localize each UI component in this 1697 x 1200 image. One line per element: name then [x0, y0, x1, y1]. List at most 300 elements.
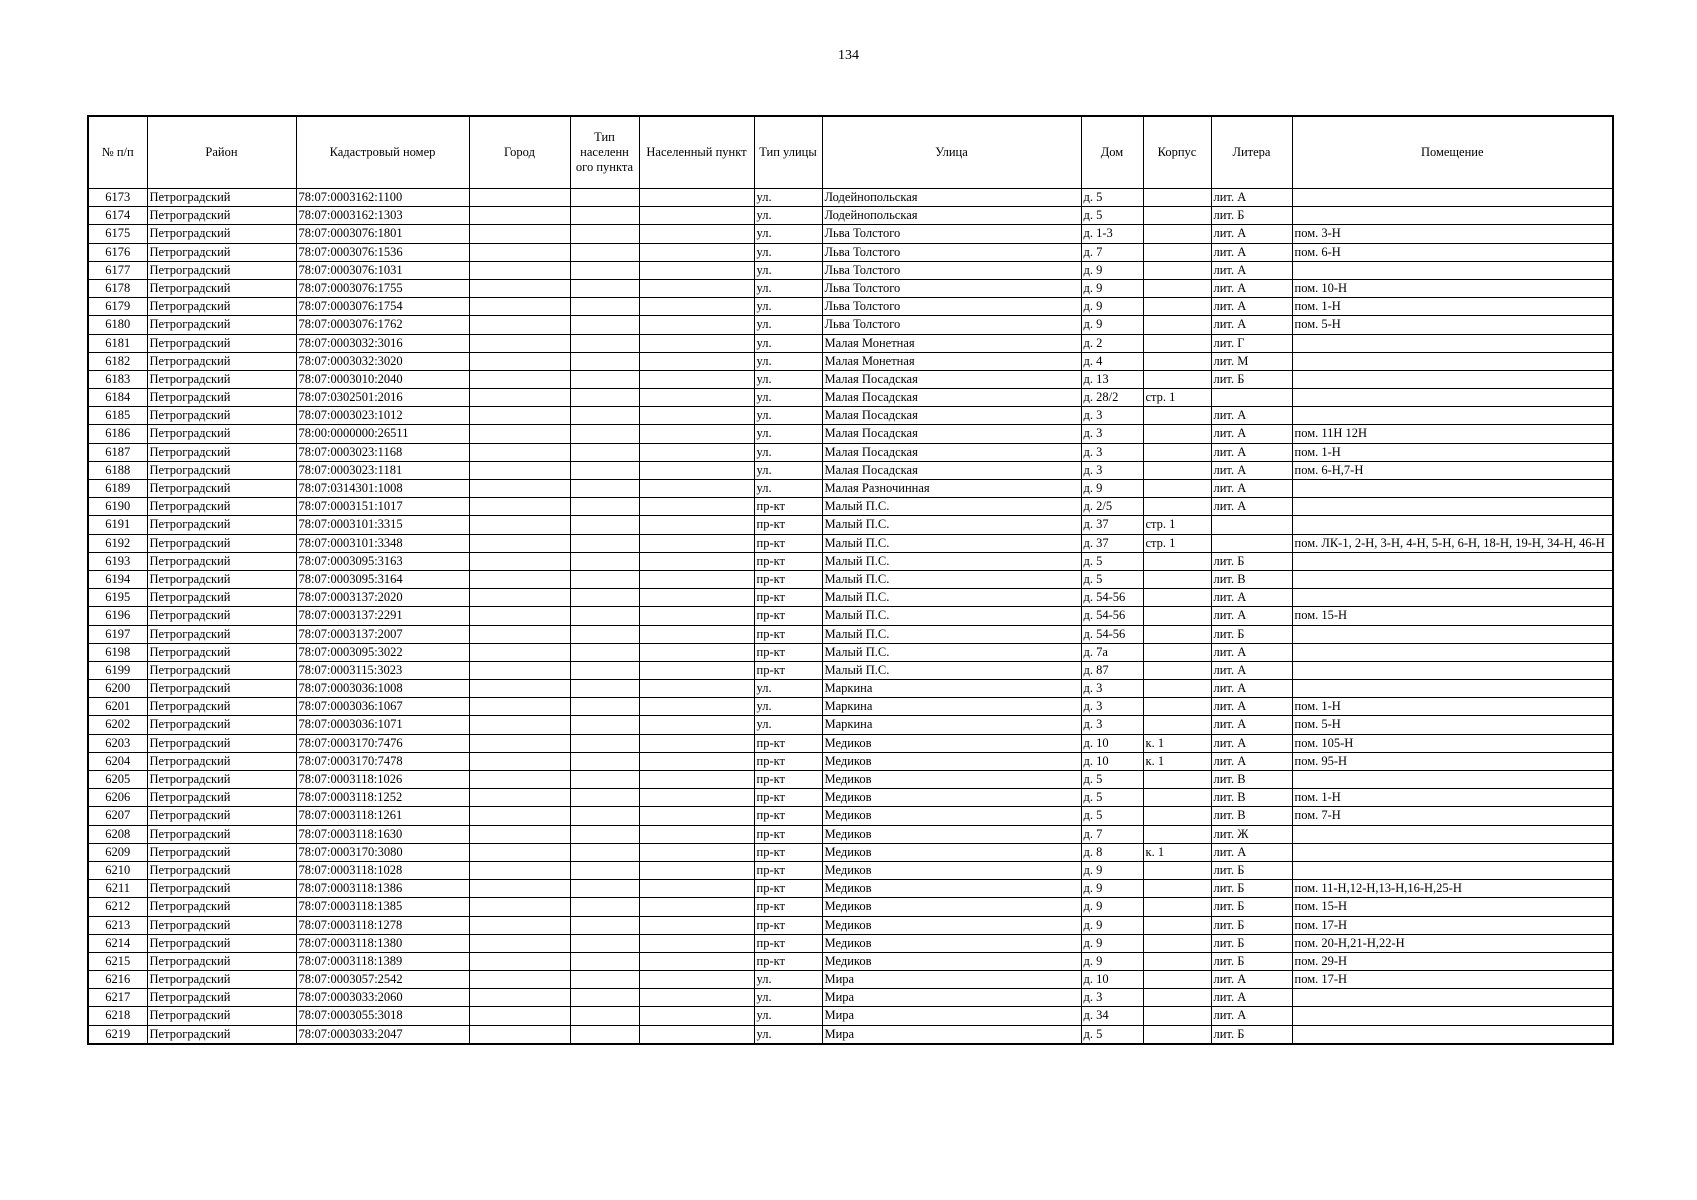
- cell-letter: лит. В: [1211, 570, 1292, 588]
- cell-settlement: [639, 1025, 754, 1044]
- cell-settlement: [639, 352, 754, 370]
- cell-cadastral-number: 78:07:0003162:1303: [296, 207, 469, 225]
- cell-district: Петроградский: [147, 243, 296, 261]
- cell-house: д. 54-56: [1081, 589, 1143, 607]
- header-letter: Литера: [1211, 116, 1292, 189]
- cell-settlement: [639, 316, 754, 334]
- table-row: [88, 625, 1613, 643]
- table-row: [88, 407, 1613, 425]
- cell-street: Маркина: [822, 698, 1081, 716]
- cell-street-type: ул.: [754, 971, 822, 989]
- cell-street: Малый П.С.: [822, 589, 1081, 607]
- cell-cadastral-number: 78:07:0003010:2040: [296, 370, 469, 388]
- cell-cadastral-number: 78:07:0003118:1278: [296, 916, 469, 934]
- table-row: [88, 934, 1613, 952]
- cell-district: Петроградский: [147, 1007, 296, 1025]
- cell-premises: пом. ЛК-1, 2-Н, 3-Н, 4-Н, 5-Н, 6-Н, 18-Н, 19-Н, 34-Н, 46-Н: [1292, 534, 1613, 552]
- cell-city: [469, 316, 570, 334]
- cell-city: [469, 243, 570, 261]
- cell-cadastral-number: 78:07:0003162:1100: [296, 189, 469, 207]
- cell-premises: [1292, 680, 1613, 698]
- cell-settlement: [639, 698, 754, 716]
- cell-building: стр. 1: [1143, 534, 1211, 552]
- cell-city: [469, 516, 570, 534]
- cell-house: д. 5: [1081, 189, 1143, 207]
- cell-building: [1143, 825, 1211, 843]
- cell-building: к. 1: [1143, 734, 1211, 752]
- cell-street-type: пр-кт: [754, 534, 822, 552]
- cell-building: [1143, 498, 1211, 516]
- cell-street: Малый П.С.: [822, 643, 1081, 661]
- cell-number: 6196: [88, 607, 147, 625]
- cell-street: Малый П.С.: [822, 534, 1081, 552]
- table-row: [88, 680, 1613, 698]
- cell-settlement-type: [570, 279, 639, 297]
- cell-settlement: [639, 189, 754, 207]
- cell-number: 6197: [88, 625, 147, 643]
- cell-premises: [1292, 480, 1613, 498]
- header-district: Район: [147, 116, 296, 189]
- cell-city: [469, 370, 570, 388]
- cell-building: [1143, 225, 1211, 243]
- cell-cadastral-number: 78:00:0000000:26511: [296, 425, 469, 443]
- cell-street-type: ул.: [754, 461, 822, 479]
- cell-number: 6213: [88, 916, 147, 934]
- cell-cadastral-number: 78:07:0003076:1536: [296, 243, 469, 261]
- cell-street: Малый П.С.: [822, 570, 1081, 588]
- cell-building: [1143, 898, 1211, 916]
- cell-cadastral-number: 78:07:0003118:1385: [296, 898, 469, 916]
- cell-premises: пом. 1-Н: [1292, 698, 1613, 716]
- cell-house: д. 2: [1081, 334, 1143, 352]
- cell-building: [1143, 589, 1211, 607]
- cell-city: [469, 807, 570, 825]
- table-row: [88, 370, 1613, 388]
- header-city: Город: [469, 116, 570, 189]
- cell-number: 6198: [88, 643, 147, 661]
- cell-number: 6174: [88, 207, 147, 225]
- cell-cadastral-number: 78:07:0003137:2291: [296, 607, 469, 625]
- cell-street-type: пр-кт: [754, 516, 822, 534]
- cell-number: 6211: [88, 880, 147, 898]
- cell-city: [469, 661, 570, 679]
- cell-city: [469, 934, 570, 952]
- cell-number: 6192: [88, 534, 147, 552]
- cell-settlement-type: [570, 189, 639, 207]
- cell-letter: лит. А: [1211, 1007, 1292, 1025]
- cell-house: д. 28/2: [1081, 389, 1143, 407]
- cell-number: 6194: [88, 570, 147, 588]
- cell-letter: лит. А: [1211, 843, 1292, 861]
- cell-cadastral-number: 78:07:0003137:2020: [296, 589, 469, 607]
- cell-street-type: ул.: [754, 225, 822, 243]
- cell-cadastral-number: 78:07:0003036:1071: [296, 716, 469, 734]
- cell-city: [469, 534, 570, 552]
- cell-premises: [1292, 1007, 1613, 1025]
- cell-district: Петроградский: [147, 189, 296, 207]
- header-settlement-type: Тип населенн ого пункта: [570, 116, 639, 189]
- cell-premises: пом. 5-Н: [1292, 716, 1613, 734]
- cell-number: 6209: [88, 843, 147, 861]
- table-row: [88, 971, 1613, 989]
- cell-street-type: ул.: [754, 698, 822, 716]
- cell-settlement-type: [570, 589, 639, 607]
- cell-cadastral-number: 78:07:0003118:1630: [296, 825, 469, 843]
- cell-settlement: [639, 861, 754, 879]
- cell-street: Малый П.С.: [822, 552, 1081, 570]
- cell-building: [1143, 298, 1211, 316]
- cell-premises: [1292, 552, 1613, 570]
- cell-building: [1143, 989, 1211, 1007]
- cell-letter: лит. Б: [1211, 952, 1292, 970]
- cell-district: Петроградский: [147, 607, 296, 625]
- cell-cadastral-number: 78:07:0003101:3315: [296, 516, 469, 534]
- cell-premises: пом. 17-Н: [1292, 971, 1613, 989]
- cell-cadastral-number: 78:07:0003118:1028: [296, 861, 469, 879]
- cell-street: Малая Посадская: [822, 461, 1081, 479]
- cell-district: Петроградский: [147, 880, 296, 898]
- cell-district: Петроградский: [147, 643, 296, 661]
- cell-number: 6212: [88, 898, 147, 916]
- cell-settlement: [639, 461, 754, 479]
- cell-number: 6195: [88, 589, 147, 607]
- table-row: [88, 298, 1613, 316]
- cell-settlement: [639, 825, 754, 843]
- table-row: [88, 189, 1613, 207]
- header-settlement: Населенный пункт: [639, 116, 754, 189]
- cell-district: Петроградский: [147, 916, 296, 934]
- cell-building: [1143, 189, 1211, 207]
- cell-house: д. 7: [1081, 825, 1143, 843]
- cell-district: Петроградский: [147, 989, 296, 1007]
- cell-district: Петроградский: [147, 443, 296, 461]
- cell-premises: пом. 15-Н: [1292, 607, 1613, 625]
- cell-settlement: [639, 680, 754, 698]
- cell-settlement-type: [570, 516, 639, 534]
- cell-city: [469, 298, 570, 316]
- cell-street-type: ул.: [754, 680, 822, 698]
- cell-number: 6199: [88, 661, 147, 679]
- header-building: Корпус: [1143, 116, 1211, 189]
- cell-settlement: [639, 716, 754, 734]
- cell-premises: [1292, 407, 1613, 425]
- cell-settlement-type: [570, 425, 639, 443]
- cell-letter: лит. А: [1211, 734, 1292, 752]
- cell-street: Медиков: [822, 807, 1081, 825]
- cell-building: [1143, 334, 1211, 352]
- cell-street: Лодейнопольская: [822, 189, 1081, 207]
- cell-settlement: [639, 225, 754, 243]
- cell-city: [469, 734, 570, 752]
- cell-city: [469, 680, 570, 698]
- cell-street-type: пр-кт: [754, 952, 822, 970]
- cell-letter: лит. А: [1211, 461, 1292, 479]
- cell-premises: пом. 6-Н: [1292, 243, 1613, 261]
- table-row: [88, 570, 1613, 588]
- table-row: [88, 698, 1613, 716]
- cell-street: Мира: [822, 1025, 1081, 1044]
- cell-number: 6193: [88, 552, 147, 570]
- cell-street-type: ул.: [754, 425, 822, 443]
- cell-city: [469, 971, 570, 989]
- cell-building: [1143, 279, 1211, 297]
- cell-settlement-type: [570, 352, 639, 370]
- cell-street: Медиков: [822, 752, 1081, 770]
- cell-building: [1143, 316, 1211, 334]
- cell-building: [1143, 607, 1211, 625]
- cell-city: [469, 843, 570, 861]
- cell-street: Малая Разночинная: [822, 480, 1081, 498]
- cell-settlement-type: [570, 716, 639, 734]
- cell-building: стр. 1: [1143, 389, 1211, 407]
- cell-settlement-type: [570, 934, 639, 952]
- cell-house: д. 3: [1081, 425, 1143, 443]
- cell-street-type: ул.: [754, 716, 822, 734]
- cell-house: д. 9: [1081, 880, 1143, 898]
- cell-house: д. 9: [1081, 898, 1143, 916]
- table-row: [88, 861, 1613, 879]
- cell-district: Петроградский: [147, 861, 296, 879]
- cell-settlement-type: [570, 989, 639, 1007]
- cell-letter: лит. А: [1211, 680, 1292, 698]
- cell-number: 6181: [88, 334, 147, 352]
- cell-settlement-type: [570, 443, 639, 461]
- cell-city: [469, 825, 570, 843]
- cell-house: д. 3: [1081, 680, 1143, 698]
- table-row: [88, 898, 1613, 916]
- cell-settlement-type: [570, 734, 639, 752]
- cell-letter: лит. Б: [1211, 916, 1292, 934]
- table-row: [88, 916, 1613, 934]
- cell-building: стр. 1: [1143, 516, 1211, 534]
- cell-city: [469, 407, 570, 425]
- cell-settlement: [639, 607, 754, 625]
- cell-letter: лит. В: [1211, 771, 1292, 789]
- cell-settlement-type: [570, 825, 639, 843]
- cell-building: [1143, 807, 1211, 825]
- table-row: [88, 243, 1613, 261]
- cell-letter: [1211, 389, 1292, 407]
- cell-district: Петроградский: [147, 534, 296, 552]
- cell-settlement-type: [570, 916, 639, 934]
- cell-street: Медиков: [822, 952, 1081, 970]
- cell-street-type: ул.: [754, 1025, 822, 1044]
- cell-house: д. 9: [1081, 480, 1143, 498]
- header-house: Дом: [1081, 116, 1143, 189]
- table-row: [88, 716, 1613, 734]
- cell-settlement: [639, 334, 754, 352]
- cell-settlement-type: [570, 389, 639, 407]
- cell-street: Малая Посадская: [822, 370, 1081, 388]
- cell-street-type: ул.: [754, 443, 822, 461]
- cell-settlement-type: [570, 461, 639, 479]
- cell-street: Медиков: [822, 934, 1081, 952]
- cell-street: Льва Толстого: [822, 279, 1081, 297]
- cell-letter: лит. Б: [1211, 207, 1292, 225]
- cell-letter: лит. А: [1211, 989, 1292, 1007]
- cell-district: Петроградский: [147, 825, 296, 843]
- cell-letter: лит. А: [1211, 698, 1292, 716]
- cell-city: [469, 189, 570, 207]
- cell-city: [469, 480, 570, 498]
- cell-building: [1143, 570, 1211, 588]
- cell-city: [469, 1025, 570, 1044]
- cell-cadastral-number: 78:07:0003033:2060: [296, 989, 469, 1007]
- cell-settlement: [639, 534, 754, 552]
- cell-street: Льва Толстого: [822, 261, 1081, 279]
- cell-cadastral-number: 78:07:0003076:1754: [296, 298, 469, 316]
- cell-cadastral-number: 78:07:0003170:7478: [296, 752, 469, 770]
- table-row: [88, 1025, 1613, 1044]
- cell-building: [1143, 643, 1211, 661]
- cell-number: 6179: [88, 298, 147, 316]
- header-street-type: Тип улицы: [754, 116, 822, 189]
- cell-cadastral-number: 78:07:0003101:3348: [296, 534, 469, 552]
- cell-street-type: ул.: [754, 316, 822, 334]
- cell-premises: пом. 20-Н,21-Н,22-Н: [1292, 934, 1613, 952]
- cell-district: Петроградский: [147, 771, 296, 789]
- cell-cadastral-number: 78:07:0003057:2542: [296, 971, 469, 989]
- cell-house: д. 9: [1081, 934, 1143, 952]
- cell-district: Петроградский: [147, 316, 296, 334]
- cell-street-type: ул.: [754, 189, 822, 207]
- cell-building: [1143, 680, 1211, 698]
- cell-cadastral-number: 78:07:0003118:1252: [296, 789, 469, 807]
- cell-premises: [1292, 643, 1613, 661]
- cell-street: Маркина: [822, 680, 1081, 698]
- header-number: № п/п: [88, 116, 147, 189]
- cell-letter: лит. Б: [1211, 880, 1292, 898]
- cell-house: д. 13: [1081, 370, 1143, 388]
- cell-letter: лит. М: [1211, 352, 1292, 370]
- cell-city: [469, 461, 570, 479]
- cell-number: 6185: [88, 407, 147, 425]
- cell-premises: [1292, 989, 1613, 1007]
- cell-settlement: [639, 261, 754, 279]
- cell-city: [469, 607, 570, 625]
- table-row: [88, 734, 1613, 752]
- table-row: [88, 807, 1613, 825]
- cell-street: Малый П.С.: [822, 661, 1081, 679]
- table-row: [88, 498, 1613, 516]
- cell-settlement: [639, 916, 754, 934]
- cell-street-type: пр-кт: [754, 825, 822, 843]
- cell-number: 6204: [88, 752, 147, 770]
- cell-number: 6201: [88, 698, 147, 716]
- cell-house: д. 5: [1081, 570, 1143, 588]
- cell-number: 6216: [88, 971, 147, 989]
- cell-house: д. 5: [1081, 207, 1143, 225]
- table-row: [88, 589, 1613, 607]
- cell-cadastral-number: 78:07:0003076:1801: [296, 225, 469, 243]
- cell-house: д. 5: [1081, 789, 1143, 807]
- cell-premises: пом. 1-Н: [1292, 789, 1613, 807]
- cell-house: д. 2/5: [1081, 498, 1143, 516]
- cell-district: Петроградский: [147, 261, 296, 279]
- table-row: [88, 516, 1613, 534]
- table-row: [88, 225, 1613, 243]
- cell-settlement: [639, 771, 754, 789]
- table-row: [88, 771, 1613, 789]
- cell-city: [469, 389, 570, 407]
- cell-district: Петроградский: [147, 934, 296, 952]
- cell-city: [469, 952, 570, 970]
- cell-street-type: пр-кт: [754, 661, 822, 679]
- cell-settlement-type: [570, 807, 639, 825]
- cell-cadastral-number: 78:07:0003170:3080: [296, 843, 469, 861]
- cell-house: д. 9: [1081, 261, 1143, 279]
- cell-city: [469, 498, 570, 516]
- cell-city: [469, 425, 570, 443]
- cell-street-type: пр-кт: [754, 898, 822, 916]
- cell-street: Мира: [822, 1007, 1081, 1025]
- cell-building: [1143, 698, 1211, 716]
- cell-street: Малая Посадская: [822, 407, 1081, 425]
- cell-number: 6207: [88, 807, 147, 825]
- cell-premises: пом. 7-Н: [1292, 807, 1613, 825]
- cell-settlement-type: [570, 261, 639, 279]
- cell-letter: лит. Б: [1211, 552, 1292, 570]
- cell-letter: лит. А: [1211, 407, 1292, 425]
- cell-letter: лит. Б: [1211, 370, 1292, 388]
- table-row: [88, 207, 1613, 225]
- cell-street-type: ул.: [754, 334, 822, 352]
- cell-house: д. 4: [1081, 352, 1143, 370]
- cell-house: д. 5: [1081, 1025, 1143, 1044]
- cell-settlement-type: [570, 752, 639, 770]
- cell-street-type: ул.: [754, 480, 822, 498]
- cell-settlement: [639, 898, 754, 916]
- cell-settlement-type: [570, 316, 639, 334]
- cell-street: Малый П.С.: [822, 625, 1081, 643]
- cell-building: [1143, 971, 1211, 989]
- cell-street: Мира: [822, 989, 1081, 1007]
- cell-number: 6214: [88, 934, 147, 952]
- cell-letter: лит. А: [1211, 498, 1292, 516]
- table-row: [88, 443, 1613, 461]
- cell-letter: лит. А: [1211, 243, 1292, 261]
- cell-premises: [1292, 589, 1613, 607]
- cell-street-type: ул.: [754, 352, 822, 370]
- cell-street-type: пр-кт: [754, 589, 822, 607]
- cell-street-type: пр-кт: [754, 552, 822, 570]
- cell-street: Малый П.С.: [822, 516, 1081, 534]
- cell-settlement-type: [570, 1007, 639, 1025]
- cell-building: [1143, 261, 1211, 279]
- cell-settlement-type: [570, 334, 639, 352]
- cell-number: 6173: [88, 189, 147, 207]
- cell-cadastral-number: 78:07:0003137:2007: [296, 625, 469, 643]
- cell-district: Петроградский: [147, 971, 296, 989]
- table-row: [88, 752, 1613, 770]
- cell-settlement-type: [570, 661, 639, 679]
- cell-number: 6175: [88, 225, 147, 243]
- cell-letter: лит. Б: [1211, 898, 1292, 916]
- cell-district: Петроградский: [147, 589, 296, 607]
- cell-settlement-type: [570, 680, 639, 698]
- cell-street-type: пр-кт: [754, 570, 822, 588]
- cell-street: Малый П.С.: [822, 498, 1081, 516]
- cell-district: Петроградский: [147, 207, 296, 225]
- cell-settlement-type: [570, 898, 639, 916]
- cell-district: Петроградский: [147, 389, 296, 407]
- header-premises: Помещение: [1292, 116, 1613, 189]
- cell-letter: лит. А: [1211, 261, 1292, 279]
- cell-house: д. 37: [1081, 534, 1143, 552]
- cell-settlement-type: [570, 370, 639, 388]
- cell-premises: [1292, 843, 1613, 861]
- cell-street: Малая Посадская: [822, 389, 1081, 407]
